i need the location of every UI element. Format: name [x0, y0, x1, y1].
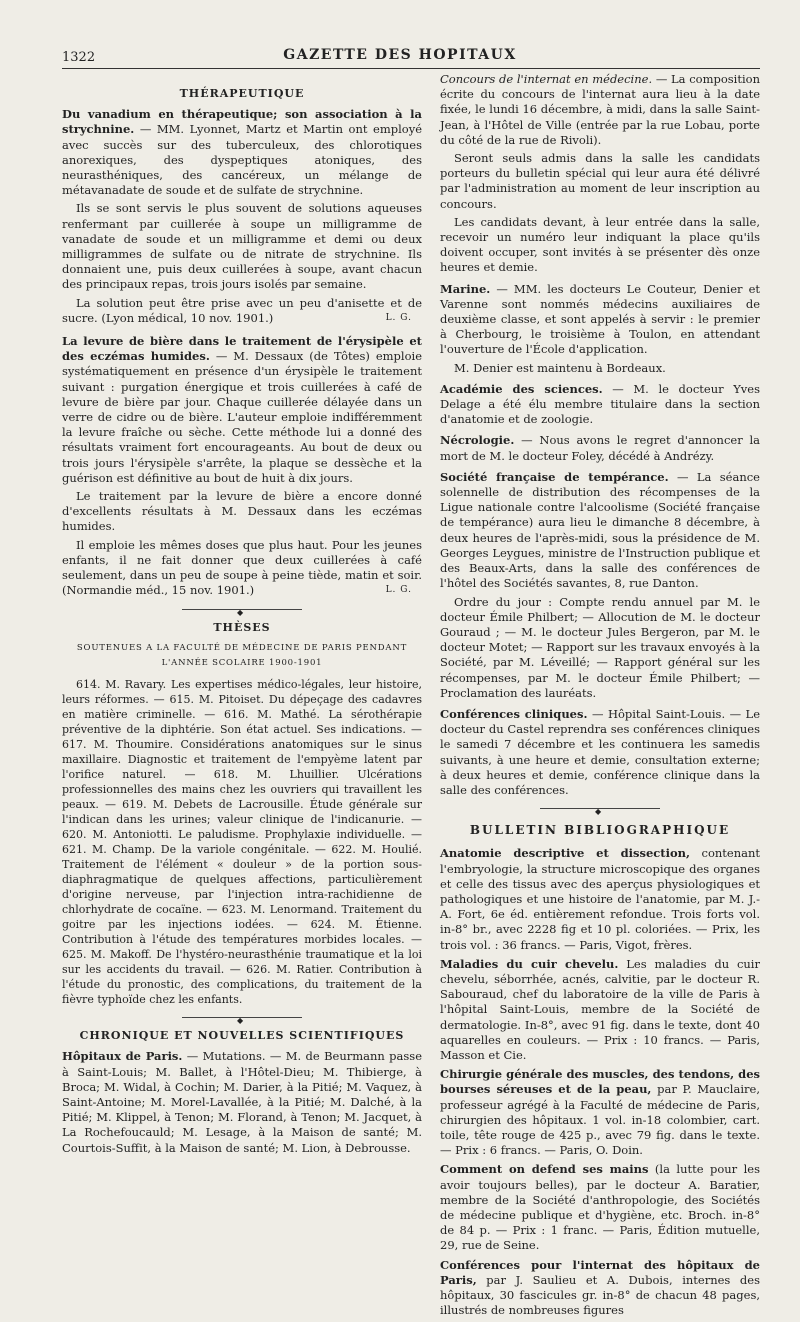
paragraph	[62, 296, 422, 326]
paragraph-text: La solution peut être prise avec un peu d'anisette et de sucre. (Lyon médical, 10 nov. 1901.)	[62, 295, 422, 325]
article-concours	[440, 72, 760, 148]
bib-text: (la lutte pour les avoir toujours belles), par le docteur A. Baratier, membre de la Société d'anthropologie, des Sociétés de médecine publique et d'hygiène, etc. Broch. in-8° de 84 p. — Prix : 1 franc. — Paris, Édition mutuelle, 29, rue de Seine.	[440, 1162, 760, 1253]
article-academie	[440, 382, 760, 428]
bib-entry	[440, 957, 760, 1063]
left-column	[62, 72, 422, 1159]
article-head: Conférences cliniques.	[440, 706, 588, 721]
bib-entry	[440, 1258, 760, 1319]
paragraph: Ils se sont servis le plus souvent de solutions aqueuses renfermant par cuillerée à soupe un milligramme de vanadate de soude et un milligramme et demi ou deux milligrammes de sulfate ou de nitrate de strychnine. Ils donnaient une, puis deux cuillerées à soupe, avant chacun des principaux repas, trois jours isolés par semaine.	[62, 201, 422, 292]
article-text: — Nous avons le regret d'annoncer la mort de M. le docteur Foley, décédé à Andrézy.	[440, 433, 760, 463]
header-rule	[62, 68, 760, 69]
article-vanadium	[62, 107, 422, 198]
article-text: — MM. les docteurs Le Couteur, Denier et Varenne sont nommés médecins auxiliaires de deuxième classe, et sont appelés à servir : le premier à Cherbourg, le troisième à Toulon, en attendant l'ouverture de l'École d'application.	[440, 281, 760, 357]
article-societe	[440, 470, 760, 592]
article-conferences	[440, 707, 760, 798]
article-text: — M. le docteur Yves Delage a été élu membre titulaire dans la section d'anatomie et de zoologie.	[440, 381, 761, 427]
theses-subtitle: SOUTENUES A LA FACULTÉ DE MÉDECINE DE PARIS PENDANT L'ANNÉE SCOLAIRE 1900-1901	[76, 642, 408, 668]
section-title-bulletin: BULLETIN BIBLIOGRAPHIQUE	[469, 823, 731, 838]
paragraph: Ordre du jour : Compte rendu annuel par M. le docteur Émile Philbert; — Allocution de M. le docteur Gouraud ; — M. le docteur Jules Bergeron, par M. le docteur Motet; — Rapport sur les travaux envoyés à la Société, par M. Léveillé; — Rapport général sur les récompenses, par M. le docteur Émile Philbert; — Proclamation des lauréats.	[440, 594, 760, 700]
paragraph-text: Il emploie les mêmes doses que plus haut. Pour les jeunes enfants, il ne fait donner que deux cuillerées à café seulement, dans un peu de soupe à peine tiède, matin et soir. (Normandie méd., 15 nov. 1901.)	[62, 537, 422, 598]
bib-head: Anatomie descriptive et dissection,	[440, 846, 691, 861]
signature: L. G.	[385, 585, 412, 596]
ornament-divider: ◆	[182, 1017, 302, 1018]
paragraph: Seront seuls admis dans la salle les candidats porteurs du bulletin spécial qui leur aura été délivré par l'administration au moment de leur inscription au concours.	[440, 151, 760, 211]
paragraph: Le traitement par la levure de bière a encore donné d'excellents résultats à M. Dessaux dans les eczémas humides.	[62, 489, 422, 534]
article-levure	[62, 334, 422, 486]
ornament-divider: ◆	[182, 609, 302, 610]
bib-text: par J. Saulieu et A. Dubois, internes des hôpitaux, 30 fascicules gr. in-8° de chacun 48 pages, illustrés de nombreuses figures	[440, 1272, 760, 1318]
article-text: — Hôpital Saint-Louis. — Le docteur du Castel reprendra ses conférences cliniques le samedi 7 décembre et les continuera les samedis suivants, à une heure et demie, consultation externe; à deux heures et demie, conférence clinique dans la salle des conférences.	[440, 706, 760, 797]
article-hopitaux	[62, 1049, 422, 1155]
article-text: — M. Dessaux (de Tôtes) emploie systématiquement en présence d'un érysipèle le traitement suivant : purgation énergique et trois cuillerées à café de levure de bière par jour. Chaque cuillerée délayée dans un verre de cidre ou de bière. L'auteur emploie indifféremment la levure fraîche ou sèche. Cette méthode lui a donné des résultats vraiment fort encourageants. Au bout de deux ou trois jours l'érysipèle s'arrête, la plaque se dessèche et la guérison est définitive au bout de huit à dix jours.	[62, 349, 422, 485]
article-text: — La composition écrite du concours de l'internat aura lieu à la date fixée, le lundi 16 décembre, à midi, dans la salle Saint-Jean, à l'Hôtel de Ville (entrée par la rue Lobau, porte du côté de la rue de Rivoli).	[440, 72, 760, 147]
article-head: Marine.	[440, 281, 491, 296]
bib-entry	[440, 846, 760, 952]
bib-text: par P. Mauclaire, professeur agrégé à la Faculté de médecine de Paris, chirurgien des hôpitaux. 1 vol. in-18 colombier, cart. toile, tête rouge de 425 p., avec 79 fig. dans le texte. — Prix : 6 francs. — Paris, O. Doin.	[440, 1082, 760, 1158]
article-necrologie	[440, 433, 760, 463]
bib-text: contenant l'embryologie, la structure microscopique des organes et celle des tissus avec des aperçus physiologiques et pathologiques et une histoire de l'anatomie, par M. J.-A. Fort, 6e éd. entièrement refondue. Trois forts vol. in-8° br., avec 2228 fig et 10 pl. coloriées. — Prix, les trois vol. : 36 francs. — Paris, Vigot, frères.	[440, 846, 760, 952]
bib-head: Comment on defend ses mains	[440, 1162, 649, 1177]
section-title-therapeutique: THÉRAPEUTIQUE	[179, 87, 305, 100]
theses-list: 614. M. Ravary. Les expertises médico-légales, leur histoire, leurs réformes. — 615. M. Pitoiset. Du dépeçage des cadavres en matière criminelle. — 616. M. Mathé. La sérothérapie préventive de la diphtérie. Son état actuel. Ses indications. — 617. M. Thoumire. Considérations anatomiques sur le sinus maxillaire. Diagnostic et traitement de l'empyème latent par l'orifice naturel. — 618. M. Lhuillier. Ulcérations professionnelles des mains chez les ouvriers qui travaillent les peaux. — 619. M. Debets de Lacrousille. Étude générale sur l'indican dans les urines; valeur clinique de l'indicanurie. — 620. M. Antoniotti. Le paludisme. Prophylaxie individuelle. — 621. M. Champ. De la variole congénitale. — 622. M. Houlié. Traitement de l'élément « douleur » de la portion sous-diaphragmatique de quelques affections, particulièrement d'origine nerveuse, par l'injection intra-rachidienne de chlorhydrate de cocaïne. — 623. M. Lenormand. Traitement du goitre par les injections iodées. — 624. M. Étienne. Contribution à l'étude des températures morbides locales. — 625. M. Makoff. De l'hystéro-neurasthénie traumatique et la loi sur les accidents du travail. — 626. M. Ratier. Contribution à l'étude du pronostic, des complications, du traitement de la fièvre typhoïde chez les enfants.	[62, 678, 422, 1007]
bib-head: Conférences pour l'internat des hôpitaux de Paris,	[440, 1257, 760, 1287]
paragraph: M. Denier est maintenu à Bordeaux.	[454, 360, 666, 375]
article-head: La levure de bière dans le traitement de l'érysipèle et des eczémas humides.	[62, 334, 422, 364]
article-head: Société française de tempérance.	[440, 469, 669, 484]
signature: L. G.	[385, 312, 412, 323]
bib-head: Chirurgie générale des muscles, des tendons, des bourses séreuses et de la peau,	[440, 1067, 760, 1097]
bib-text: Les maladies du cuir chevelu, séborrhée, acnés, calvitie, par le docteur R. Sabouraud, chef du laboratoire de la ville de Paris à l'hôpital Saint-Louis, membre de la Société de dermatologie. In-8°, avec 91 fig. dans le texte, dont 40 aquarelles en couleurs. — Prix : 10 francs. — Paris, Masson et Cie.	[440, 956, 760, 1062]
article-text: — MM. Lyonnet, Martz et Martin ont employé avec succès sur des tuberculeux, des chlorotiques anorexiques, des dyspeptiques atoniques, des neurasthéniques, des cancéreux, un mélange de métavanadate de soude et de sulfate de strychnine.	[62, 122, 422, 198]
bib-entry	[440, 1162, 760, 1253]
section-title-chronique: CHRONIQUE ET NOUVELLES SCIENTIFIQUES	[79, 1029, 405, 1043]
article-text: — Mutations. — M. de Beurmann passe à Saint-Louis; M. Ballet, à l'Hôtel-Dieu; M. Thibierge, à Broca; M. Widal, à Cochin; M. Darier, à la Pitié; M. Vaquez, à Saint-Antoine; M. Morel-Lavallée, à la Pitié; M. Dalché, à la Pitié; M. Klippel, à Tenon; M. Florand, à Tenon; M. Jacquet, à La Rochefoucauld; M. Lesage, à la Maison de santé; M. Courtois-Suffit, à la Maison de santé; M. Lion, à Debrousse.	[62, 1049, 422, 1155]
bib-head: Maladies du cuir chevelu.	[440, 956, 619, 971]
article-head: Du vanadium en thérapeutique; son association à la strychnine.	[62, 107, 422, 137]
article-head: Hôpitaux de Paris.	[62, 1049, 183, 1064]
article-head: Académie des sciences.	[440, 381, 603, 396]
running-head: GAZETTE DES HOPITAUX	[283, 47, 517, 63]
bib-entry	[440, 1067, 760, 1158]
paragraph: Les candidats devant, à leur entrée dans la salle, recevoir un numéro leur indiquant la place qu'ils doivent occuper, sont invités à se présenter dès onze heures et demie.	[440, 214, 760, 275]
article-head: Concours de l'internat en médecine.	[440, 72, 653, 86]
article-marine	[440, 282, 760, 358]
right-column	[440, 72, 760, 1322]
article-head: Nécrologie.	[440, 433, 515, 448]
section-title-theses: THÈSES	[213, 620, 271, 634]
page-number: 1322	[62, 50, 96, 65]
ornament-divider: ◆	[540, 808, 660, 809]
paragraph	[62, 538, 422, 599]
article-text: — La séance solennelle de distribution des récompenses de la Ligue nationale contre l'alcoolisme (Société française de tempérance) aura lieu le dimanche 8 décembre, à deux heures de l'après-midi, sous la présidence de M. Georges Leygues, ministre de l'Instruction publique et des Beaux-Arts, dans la salle des conférences de l'hôtel des Sociétés savantes, 8, rue Danton.	[440, 469, 760, 591]
